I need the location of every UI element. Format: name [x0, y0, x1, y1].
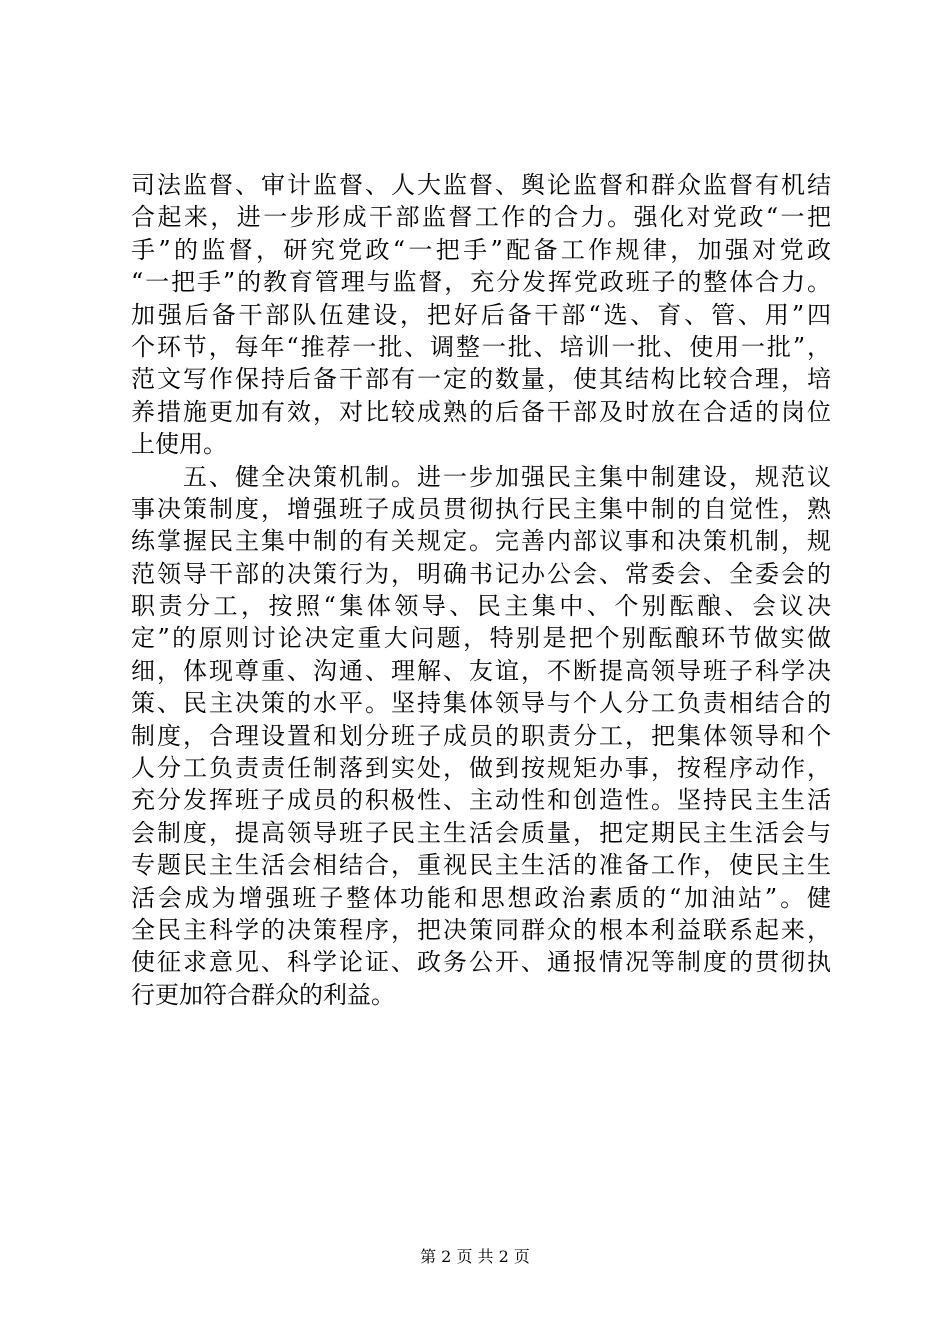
text-line: 职责分工，按照“集体领导、民主集中、个别酝酿、会议决: [131, 592, 831, 621]
text-line: 加强后备干部队伍建设，把好后备干部“选、育、管、用”四: [131, 300, 831, 329]
text-line: 范领导干部的决策行为，明确书记办公会、常委会、全委会的: [131, 559, 831, 588]
text-line: 上使用。: [131, 430, 227, 459]
text-line: 策、民主决策的水平。坚持集体领导与个人分工负责相结合的: [131, 689, 831, 718]
text-line: 定”的原则讨论决定重大问题，特别是把个别酝酿环节做实做: [131, 624, 831, 653]
text-line: 个环节，每年“推荐一批、调整一批、培训一批、使用一批”，: [131, 332, 831, 361]
text-line: 专题民主生活会相结合，重视民主生活的准备工作，使民主生: [131, 851, 831, 880]
text-line: 司法监督、审计监督、人大监督、舆论监督和群众监督有机结: [131, 171, 831, 199]
page-number-footer: 第 2 页 共 2 页: [420, 1247, 530, 1266]
text-line: “一把手”的教育管理与监督，充分发挥党政班子的整体合力。: [131, 268, 831, 297]
text-line: 合起来，进一步形成干部监督工作的合力。强化对党政“一把: [131, 203, 831, 232]
text-line: 会制度，提高领导班子民主生活会质量，把定期民主生活会与: [131, 818, 831, 847]
text-line: 五、健全决策机制。进一步加强民主集中制建设，规范议: [131, 462, 831, 491]
text-line: 人分工负责责任制落到实处，做到按规矩办事，按程序动作，: [131, 754, 831, 783]
text-line: 范文写作保持后备干部有一定的数量，使其结构比较合理，培: [131, 365, 831, 394]
text-line: 使征求意见、科学论证、政务公开、通报情况等制度的贯彻执: [131, 948, 831, 977]
text-line: 练掌握民主集中制的有关规定。完善内部议事和决策机制，规: [131, 527, 831, 556]
text-line: 全民主科学的决策程序，把决策同群众的根本利益联系起来，: [131, 915, 831, 944]
text-line: 活会成为增强班子整体功能和思想政治素质的“加油站”。健: [131, 883, 831, 912]
text-line: 行更加符合群众的利益。: [131, 980, 395, 1009]
text-line: 事决策制度，增强班子成员贯彻执行民主集中制的自觉性，熟: [131, 494, 831, 523]
text-line: 充分发挥班子成员的积极性、主动性和创造性。坚持民主生活: [131, 786, 831, 815]
text-line: 养措施更加有效，对比较成熟的后备干部及时放在合适的岗位: [131, 397, 831, 426]
text-line: 手”的监督，研究党政“一把手”配备工作规律，加强对党政: [131, 235, 831, 264]
body-text: [131, 169, 831, 1011]
text-line: 细，体现尊重、沟通、理解、友谊，不断提高领导班子科学决: [131, 656, 831, 685]
text-line: 制度，合理设置和划分班子成员的职责分工，把集体领导和个: [131, 721, 831, 750]
